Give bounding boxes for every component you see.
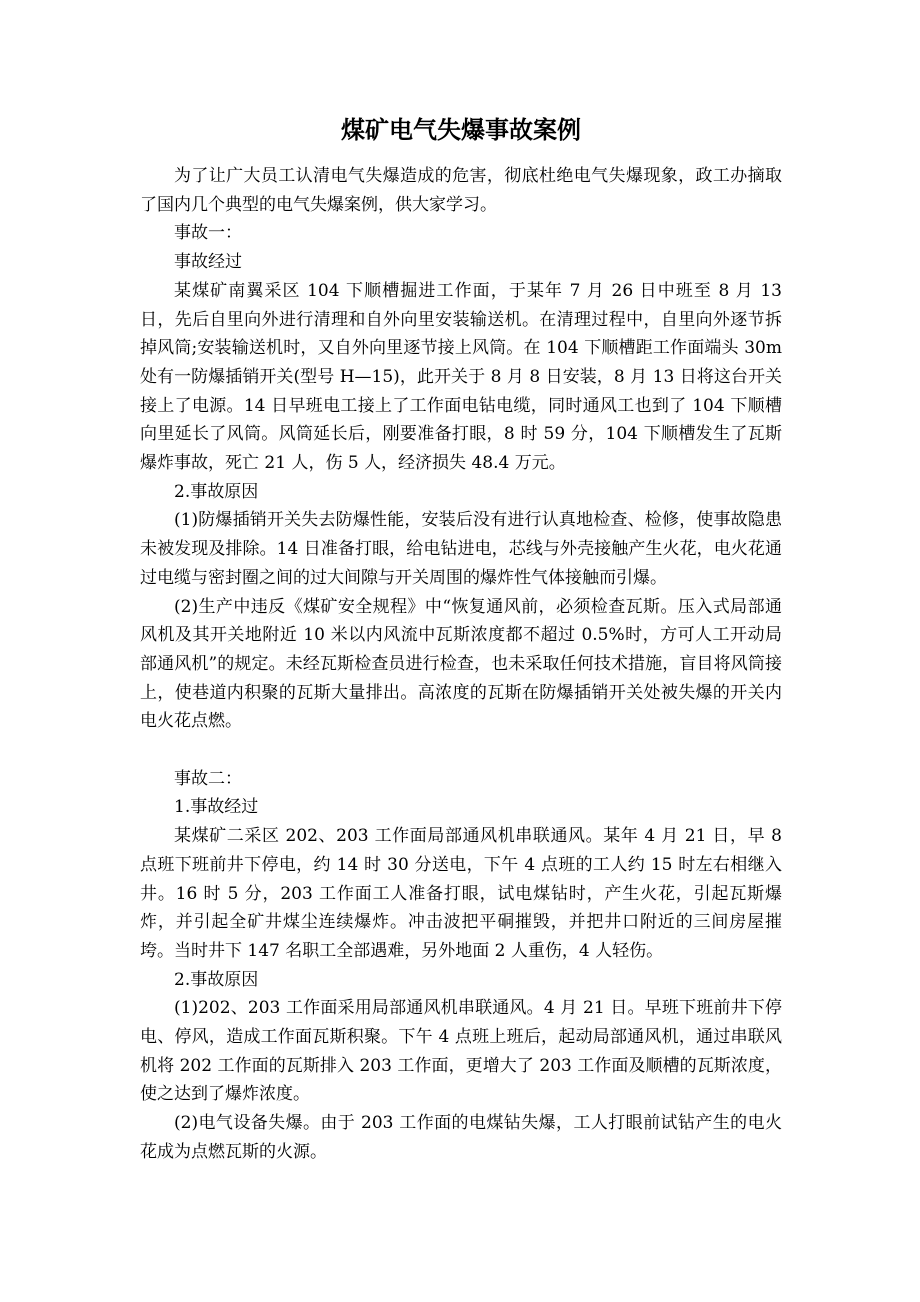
paragraph: (2)电气设备失爆。由于 203 工作面的电煤钻失爆，工人打眼前试钻产生的电火花成为点燃瓦斯的火源。 [140,1113,782,1162]
paragraph: 2.事故原因 [174,969,259,990]
paragraph: (2)生产中违反《煤矿安全规程》中“恢复通风前，必须检查瓦斯。压入式局部通风机及其开关地附近 10 米以内风流中瓦斯浓度都不超过 0.5%时，方可人工开动局部通风机”的规定。未经瓦斯检查员进行检查，也未采取任何技术措施，盲目将风筒接上，使巷道内积聚的瓦斯大量排出。高浓度的瓦斯在防爆插销开关处被失爆的开关内电火花点燃。 [140,596,782,732]
paragraph: 某煤矿南翼采区 104 下顺槽掘进工作面，于某年 7 月 26 日中班至 8 月 13 日，先后自里向外进行清理和自外向里安装输送机。在清理过程中，自里向外逐节拆掉风筒;安装输送机时，又自外向里逐节接上风筒。在 104 下顺槽距工作面端头 30m 处有一防爆插销开关(型号 H—15)，此开关于 8 月 8 日安装，8 月 13 日将这台开关接上了电源。14 日早班电工接上了工作面电钻电缆，同时通风工也到了 104 下顺槽向里延长了风筒。风筒延长后，刚要准备打眼，8 时 59 分，104 下顺槽发生了瓦斯爆炸事故，死亡 21 人，伤 5 人，经济损失 48.4 万元。 [140,280,782,474]
paragraph: 事故二： [174,768,242,789]
paragraph: 事故经过 [174,252,242,273]
paragraph: 某煤矿二采区 202、203 工作面局部通风机串联通风。某年 4 月 21 日，早 8 点班下班前井下停电，约 14 时 30 分送电，下午 4 点班的工人约 15 时左右相继入井。16 时 5 分，203 工作面工人准备打眼，试电煤钻时，产生火花，引起瓦斯爆炸，并引起全矿井煤尘连续爆炸。冲击波把平硐摧毁，并把井口附近的三间房屋摧垮。当时井下 147 名职工全部遇难，另外地面 2 人重伤，4 人轻伤。 [140,826,782,961]
paragraph: (1)202、203 工作面采用局部通风机串联通风。4 月 21 日。早班下班前井下停电、停风，造成工作面瓦斯积聚。下午 4 点班上班后，起动局部通风机，通过串联风机将 202 工作面的瓦斯排入 203 工作面，更增大了 203 工作面及顺槽的瓦斯浓度，使之达到了爆炸浓度。 [140,998,782,1105]
paragraph: 1.事故经过 [174,797,259,818]
paragraph: (1)防爆插销开关失去防爆性能，安装后没有进行认真地检查、检修，使事故隐患未被发现及排除。14 日准备打眼，给电钻进电，芯线与外壳接触产生火花，电火花通过电缆与密封圈之间的过大间隙与开关周围的爆炸性气体接触而引爆。 [140,510,782,588]
paragraph: 2.事故原因 [174,481,259,502]
paragraph: 为了让广大员工认清电气失爆造成的危害，彻底杜绝电气失爆现象，政工办摘取了国内几个典型的电气失爆案例，供大家学习。 [140,166,782,215]
document-body [140,162,782,1167]
blank-line [140,736,782,765]
document-page [140,112,782,1167]
paragraph: 事故一： [174,223,242,244]
document-title: 煤矿电气失爆事故案例 [341,115,581,144]
